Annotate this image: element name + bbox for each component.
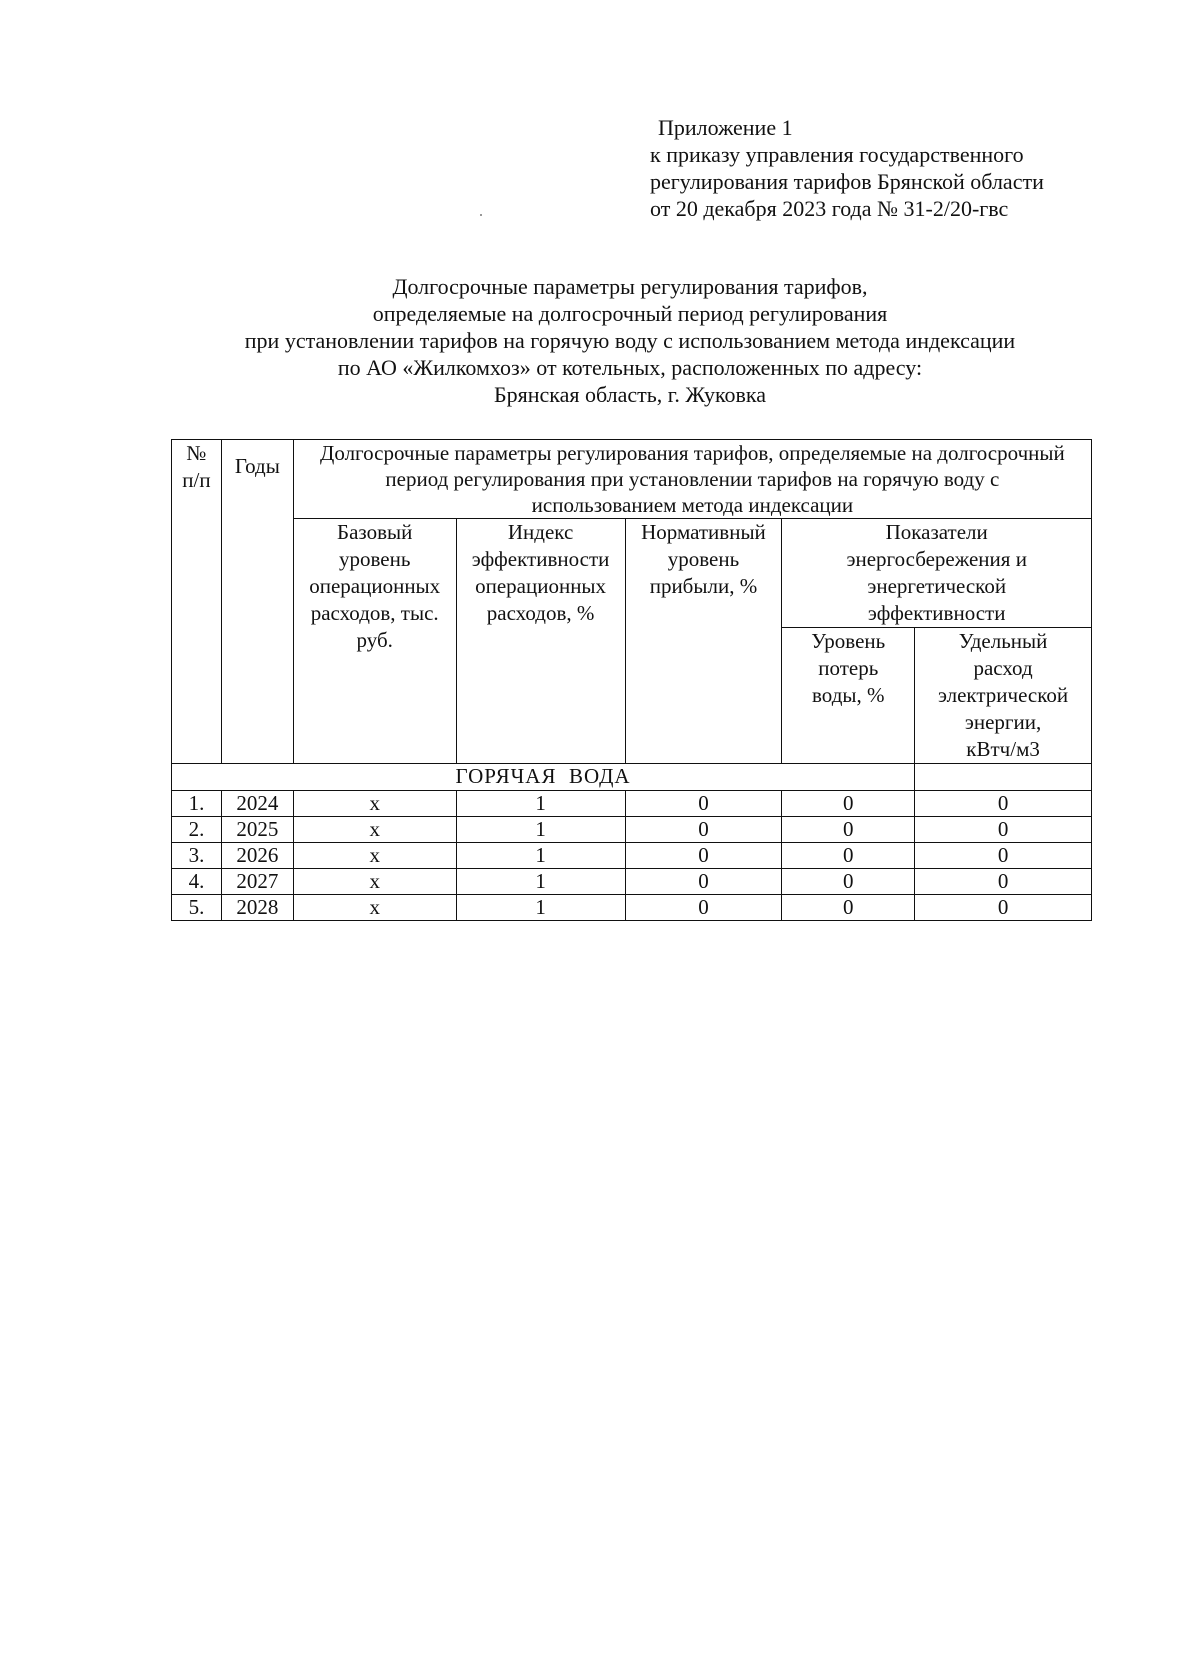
header-base-cost xyxy=(293,519,456,764)
header-main xyxy=(293,440,1091,519)
cell-profit: 0 xyxy=(625,895,782,921)
header-efficiency-line-4: расходов, % xyxy=(486,601,595,625)
cell-base-cost: x xyxy=(293,895,456,921)
title-line-4: по АО «Жилкомхоз» от котельных, расположенных по адресу: xyxy=(337,355,923,380)
cell-efficiency: 1 xyxy=(456,843,625,869)
header-profit-line-3: прибыли, % xyxy=(649,574,758,598)
header-electricity xyxy=(915,628,1092,764)
header-water-loss-line-3: воды, % xyxy=(812,683,885,707)
cell-base-cost: x xyxy=(293,843,456,869)
cell-electricity: 0 xyxy=(915,869,1092,895)
cell-electricity: 0 xyxy=(915,817,1092,843)
header-base-cost-line-3: операционных xyxy=(309,574,441,598)
header-years xyxy=(221,440,293,764)
header-energy-line-3: энергетической xyxy=(867,574,1007,598)
header-electricity-line-2: расход xyxy=(973,656,1033,680)
cell-year: 2026 xyxy=(221,843,293,869)
header-num-line-1: № xyxy=(186,441,207,465)
cell-base-cost: x xyxy=(293,791,456,817)
cell-electricity: 0 xyxy=(915,843,1092,869)
cell-water-loss: 0 xyxy=(782,817,915,843)
cell-water-loss: 0 xyxy=(782,895,915,921)
cell-profit: 0 xyxy=(625,817,782,843)
cell-base-cost: x xyxy=(293,817,456,843)
cell-year: 2025 xyxy=(221,817,293,843)
scan-speck xyxy=(480,214,482,216)
header-main-label: Долгосрочные параметры регулирования тарифов, определяемые на долгосрочный период регулирования при установлении тарифов на горячую воду с использованием метода индексации xyxy=(320,441,1065,517)
header-energy-line-1: Показатели xyxy=(885,520,988,544)
appendix-block xyxy=(650,114,1044,222)
cell-num: 1. xyxy=(172,791,222,817)
cell-year: 2024 xyxy=(221,791,293,817)
cell-efficiency: 1 xyxy=(456,791,625,817)
header-energy-line-2: энергосбережения и xyxy=(846,547,1027,571)
parameters-table xyxy=(171,439,1092,921)
appendix-line-3: регулирования тарифов Брянской области xyxy=(650,169,1044,194)
header-years-label: Годы xyxy=(234,454,280,478)
cell-num: 3. xyxy=(172,843,222,869)
section-row xyxy=(172,764,1092,791)
header-efficiency-line-3: операционных xyxy=(475,574,607,598)
header-profit xyxy=(625,519,782,764)
header-efficiency-line-1: Индекс xyxy=(507,520,574,544)
appendix-line-1: Приложение 1 xyxy=(658,115,793,140)
cell-year: 2027 xyxy=(221,869,293,895)
cell-electricity: 0 xyxy=(915,791,1092,817)
appendix-line-2: к приказу управления государственного xyxy=(650,142,1024,167)
header-profit-line-1: Нормативный xyxy=(641,520,766,544)
table-row xyxy=(172,869,1092,895)
section-empty-cell xyxy=(915,764,1092,791)
cell-water-loss: 0 xyxy=(782,869,915,895)
header-electricity-line-4: энергии, xyxy=(964,710,1042,734)
header-water-loss-line-2: потерь xyxy=(818,656,879,680)
cell-electricity: 0 xyxy=(915,895,1092,921)
header-efficiency xyxy=(456,519,625,764)
header-water-loss xyxy=(782,628,915,764)
header-profit-line-2: уровень xyxy=(667,547,740,571)
header-water-loss-line-1: Уровень xyxy=(811,629,886,653)
header-electricity-line-5: кВтч/м3 xyxy=(966,737,1040,761)
header-efficiency-line-2: эффективности xyxy=(471,547,610,571)
cell-efficiency: 1 xyxy=(456,869,625,895)
appendix-line-4: от 20 декабря 2023 года № 31-2/20-гвс xyxy=(650,196,1009,221)
section-hot-water-label: ГОРЯЧАЯ ВОДА xyxy=(455,764,631,788)
document-title xyxy=(170,273,1090,408)
cell-num: 5. xyxy=(172,895,222,921)
section-hot-water xyxy=(172,764,915,791)
table-row xyxy=(172,817,1092,843)
cell-base-cost: x xyxy=(293,869,456,895)
table-row xyxy=(172,895,1092,921)
header-base-cost-line-5: руб. xyxy=(356,628,393,652)
header-energy-line-4: эффективности xyxy=(867,601,1006,625)
table-row xyxy=(172,843,1092,869)
header-energy xyxy=(782,519,1092,628)
title-line-3: при установлении тарифов на горячую воду с использованием метода индексации xyxy=(244,328,1016,353)
title-line-2: определяемые на долгосрочный период регулирования xyxy=(372,301,888,326)
cell-year: 2028 xyxy=(221,895,293,921)
cell-water-loss: 0 xyxy=(782,791,915,817)
header-base-cost-line-4: расходов, тыс. xyxy=(310,601,439,625)
header-num-line-2: п/п xyxy=(182,468,211,492)
header-electricity-line-3: электрической xyxy=(938,683,1069,707)
title-line-1: Долгосрочные параметры регулирования тарифов, xyxy=(392,274,868,299)
header-num xyxy=(172,440,222,764)
cell-profit: 0 xyxy=(625,791,782,817)
table-row xyxy=(172,791,1092,817)
cell-num: 2. xyxy=(172,817,222,843)
cell-profit: 0 xyxy=(625,869,782,895)
cell-efficiency: 1 xyxy=(456,817,625,843)
cell-water-loss: 0 xyxy=(782,843,915,869)
header-base-cost-line-1: Базовый xyxy=(337,520,413,544)
cell-efficiency: 1 xyxy=(456,895,625,921)
header-row-2 xyxy=(172,519,1092,628)
header-base-cost-line-2: уровень xyxy=(338,547,411,571)
title-line-5: Брянская область, г. Жуковка xyxy=(493,382,767,407)
header-row-1 xyxy=(172,440,1092,519)
cell-num: 4. xyxy=(172,869,222,895)
cell-profit: 0 xyxy=(625,843,782,869)
header-electricity-line-1: Удельный xyxy=(958,629,1048,653)
